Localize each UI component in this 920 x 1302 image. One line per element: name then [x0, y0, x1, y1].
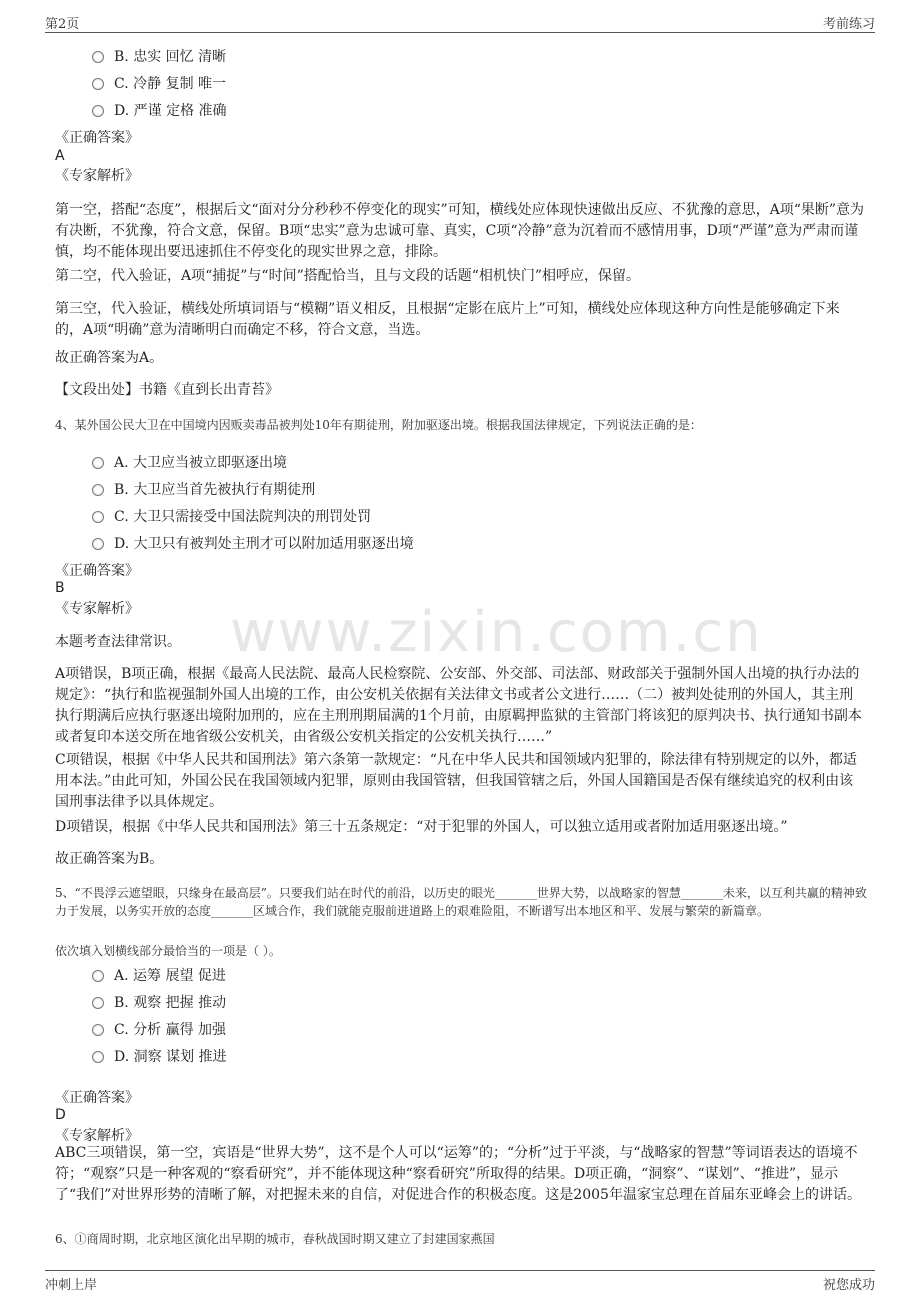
- analysis-paragraph: C项错误，根据《中华人民共和国刑法》第六条第一款规定：“凡在中华人民共和国领域内犯罪的，除法律有特别规定的以外，都适用本法。”由此可知，外国公民在我国领域内犯罪，原则由我国管辖，但我国管辖之后，外国人国籍国是否保有继续追究的权利由该国刑事法律予以具体规定。: [55, 752, 857, 810]
- radio-icon[interactable]: [92, 970, 104, 982]
- option-label: D. 洞察 谋划 推进: [114, 1049, 227, 1065]
- q5-option-b[interactable]: [92, 992, 226, 1012]
- footer-left: 冲刺上岸: [45, 1278, 98, 1293]
- q3-option-c[interactable]: [92, 73, 226, 93]
- answer-value: A: [55, 148, 65, 164]
- q3-option-d[interactable]: [92, 100, 227, 120]
- answer-label: 《正确答案》: [55, 563, 139, 579]
- radio-icon[interactable]: [92, 538, 104, 550]
- radio-icon[interactable]: [92, 1024, 104, 1036]
- analysis-paragraph: ABC三项错误，第一空，宾语是“世界大势”，这不是个人可以“运筹”的；“分析”过于平淡，与“战略家的智慧”等词语表达的语境不符；“观察”只是一种客观的“察看研究”，并不能体现这种“察看研究”所取得的结果。D项正确，“洞察”、“谋划”、“推进”，显示了“我们”对世界形势的清晰了解，对把握未来的自信，对促进合作的积极态度。这是2005年温家宝总理在首届东亚峰会上的讲话。: [55, 1145, 861, 1203]
- radio-icon[interactable]: [92, 484, 104, 496]
- q5-option-d[interactable]: [92, 1046, 227, 1066]
- option-label: C. 分析 赢得 加强: [114, 1022, 227, 1038]
- analysis-paragraph: 故正确答案为A。: [55, 350, 164, 366]
- analysis-paragraph: D项错误，根据《中华人民共和国刑法》第三十五条规定：“对于犯罪的外国人，可以独立适用或者附加适用驱逐出境。”: [55, 819, 788, 835]
- option-label: B. 观察 把握 推动: [114, 995, 227, 1011]
- option-label: B. 大卫应当首先被执行有期徒刑: [114, 482, 316, 498]
- question-5-prompt: 依次填入划横线部分最恰当的一项是（ ）。: [55, 944, 281, 958]
- page-header: [45, 10, 875, 33]
- q4-option-d[interactable]: [92, 533, 414, 553]
- answer-label: 《正确答案》: [55, 1090, 139, 1106]
- analysis-paragraph: 本题考查法律常识。: [55, 634, 181, 650]
- analysis-paragraph: 第三空，代入验证，横线处所填词语与“模糊”语义相反，且根据“定影在底片上”可知，横线处应体现这种方向性是能够确定下来的，A项“明确”意为清晰明白而确定不移，符合文意，当选。: [55, 301, 840, 338]
- option-label: D. 严谨 定格 准确: [114, 103, 227, 119]
- q4-option-c[interactable]: [92, 506, 371, 526]
- header-title: 考前练习: [822, 17, 875, 32]
- analysis-paragraph: 第一空，搭配“态度”，根据后文“面对分分秒秒不停变化的现实”可知，横线处应体现快速做出反应、不犹豫的意思，A项“果断”意为有决断，不犹豫，符合文意，保留。B项“忠实”意为忠诚可靠、真实，C项“冷静”意为沉着而不感情用事，D项“严谨”意为严肃而谨慎，均不能体现出要迅速抓住不停变化的现实世界之意，排除。: [55, 202, 865, 260]
- q5-option-a[interactable]: [92, 965, 226, 985]
- analysis-label: 《专家解析》: [55, 168, 139, 184]
- q5-option-c[interactable]: [92, 1019, 226, 1039]
- page-footer: [45, 1270, 875, 1295]
- radio-icon[interactable]: [92, 997, 104, 1009]
- analysis-label: 《专家解析》: [55, 601, 139, 617]
- radio-icon[interactable]: [92, 105, 104, 117]
- option-label: A. 运筹 展望 促进: [114, 968, 226, 984]
- radio-icon[interactable]: [92, 78, 104, 90]
- question-5-text: 5、“不畏浮云遮望眼，只缘身在最高层”。只要我们站在时代的前沿，以历史的眼光_______世界大势，以战略家的智慧_______未来，以互利共赢的精神致力于发展，以务实开放的态度_______区域合作，我们就能克服前进道路上的艰难险阻，不断谱写出本地区和平、发展与繁荣的新篇章。: [55, 886, 867, 918]
- page-number: 第2页: [45, 17, 80, 32]
- analysis-label: 《专家解析》: [55, 1128, 139, 1144]
- question-4-text: 4、某外国公民大卫在中国境内因贩卖毒品被判处10年有期徒刑，附加驱逐出境。根据我国法律规定，下列说法正确的是：: [55, 418, 702, 432]
- answer-value: D: [55, 1107, 66, 1123]
- option-label: C. 冷静 复制 唯一: [114, 76, 227, 92]
- answer-label: 《正确答案》: [55, 130, 139, 146]
- footer-right: 祝您成功: [822, 1278, 875, 1293]
- q4-option-b[interactable]: [92, 479, 315, 499]
- analysis-paragraph: 第二空，代入验证，A项“捕捉”与“时间”搭配恰当，且与文段的话题“相机快门”相呼应，保留。: [55, 268, 641, 284]
- q4-option-a[interactable]: [92, 452, 287, 472]
- option-label: A. 大卫应当被立即驱逐出境: [114, 455, 288, 471]
- option-label: B. 忠实 回忆 清晰: [114, 49, 227, 65]
- question-6-text: 6、①商周时期，北京地区演化出早期的城市，春秋战国时期又建立了封建国家燕国: [55, 1232, 495, 1246]
- analysis-paragraph: A项错误，B项正确，根据《最高人民法院、最高人民检察院、公安部、外交部、司法部、财政部关于强制外国人出境的执行办法的规定》：“执行和监视强制外国人出境的工作，由公安机关依据有关法律文书或者公文进行……（二）被判处徒刑的外国人，其主刑执行期满后应执行驱逐出境附加刑的，应在主刑刑期届满的1个月前，由原羁押监狱的主管部门将该犯的原判决书、执行通知书副本或者复印本送交所在地省级公安机关，由省级公安机关指定的公安机关执行……”: [55, 666, 862, 745]
- source-note: 【文段出处】书籍《直到长出青苔》: [55, 382, 279, 398]
- answer-value: B: [55, 580, 65, 596]
- radio-icon[interactable]: [92, 51, 104, 63]
- radio-icon[interactable]: [92, 1051, 104, 1063]
- q3-option-b[interactable]: [92, 46, 226, 66]
- option-label: C. 大卫只需接受中国法院判决的刑罚处罚: [114, 509, 372, 525]
- analysis-paragraph: 故正确答案为B。: [55, 851, 164, 867]
- radio-icon[interactable]: [92, 457, 104, 469]
- option-label: D. 大卫只有被判处主刑才可以附加适用驱逐出境: [114, 536, 414, 552]
- watermark: www.zixin.com.cn: [230, 600, 763, 665]
- radio-icon[interactable]: [92, 511, 104, 523]
